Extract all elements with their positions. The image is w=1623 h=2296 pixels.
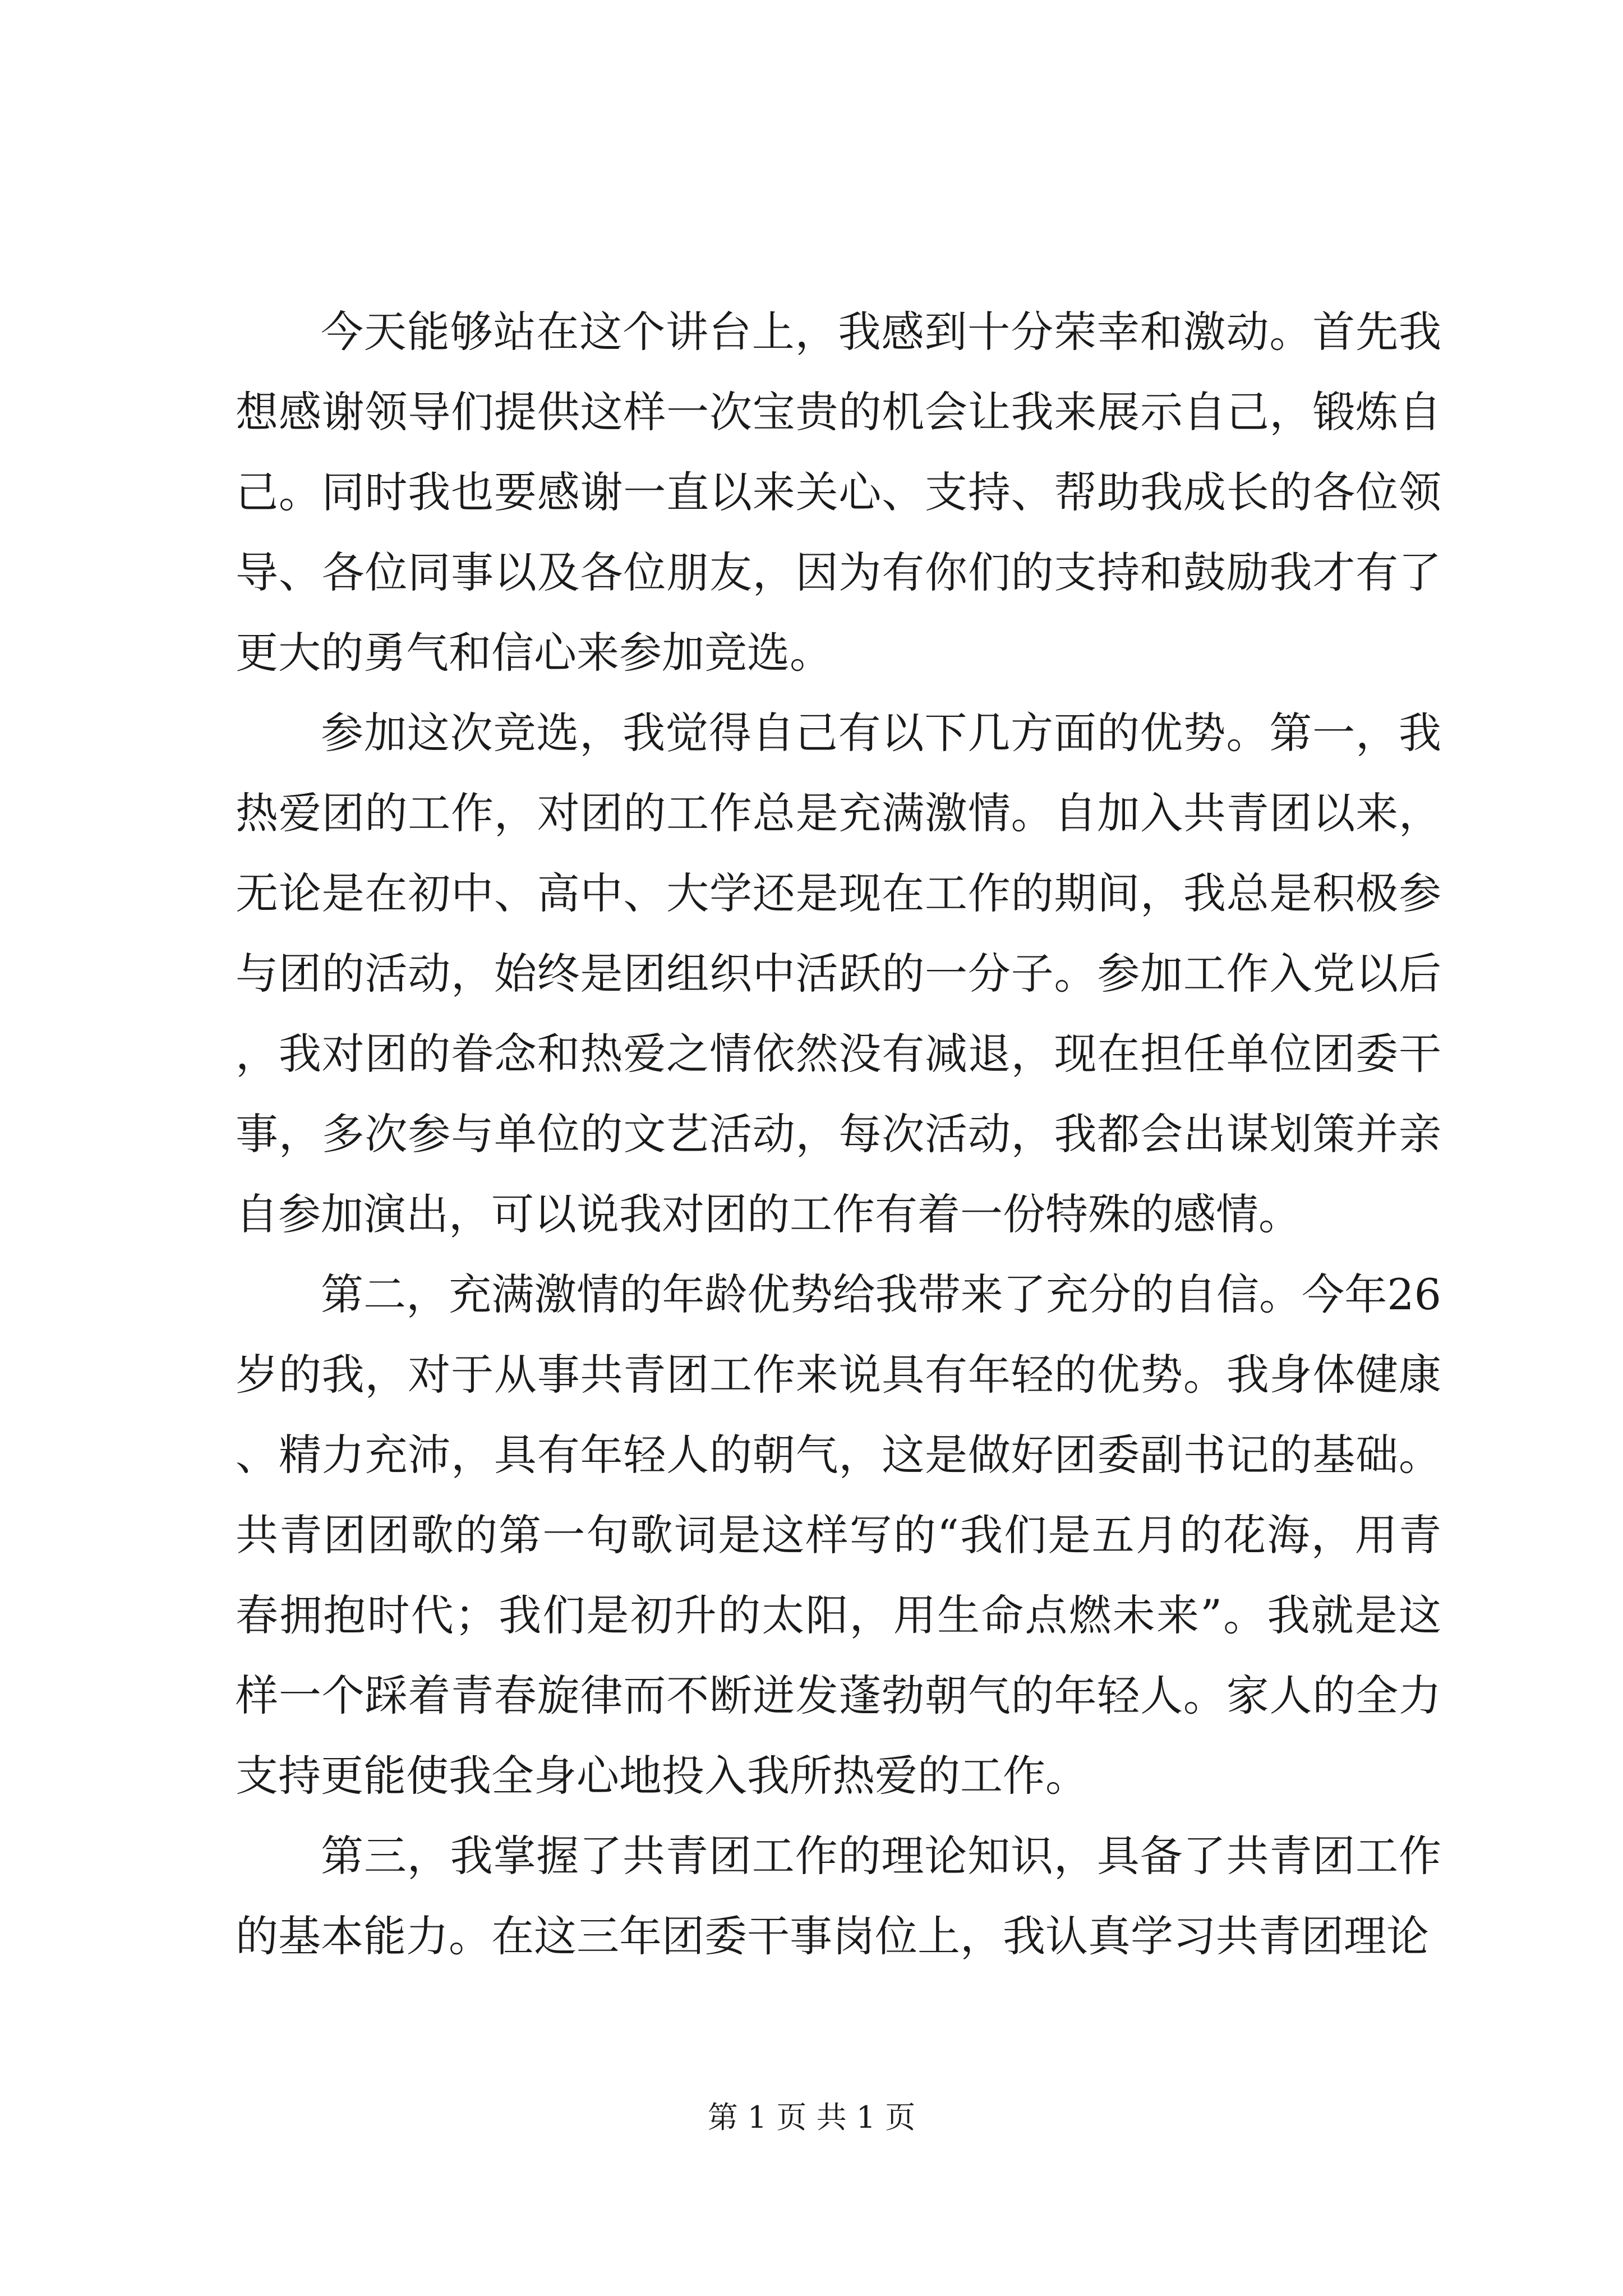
paragraph-2: 参加这次竞选，我觉得自己有以下几方面的优势。第一，我热爱团的工作，对团的工作总是充满激情。自加入共青团以来，无论是在初中、高中、大学还是现在工作的期间，我总是积极参与团的活动，始终是团组织中活跃的一分子。参加工作入党以后，我对团的眷念和热爱之情依然没有减退，现在担任单位团委干事，多次参与单位的文艺活动，每次活动，我都会出谋划策并亲自参加演出，可以说我对团的工作有着一份特殊的感情。	[236, 708, 1441, 1239]
paragraph-4: 第三，我掌握了共青团工作的理论知识，具备了共青团工作的基本能力。在这三年团委干事岗位上，我认真学习共青团理论	[236, 1831, 1441, 1961]
page-number-label: 第 1 页 共 1 页	[707, 2100, 916, 2135]
page-footer	[0, 2098, 1623, 2137]
paragraph-3: 第二，充满激情的年龄优势给我带来了充分的自信。今年26岁的我，对于从事共青团工作来说具有年轻的优势。我身体健康、精力充沛，具有年轻人的朝气，这是做好团委副书记的基础。共青团团歌的第一句歌词是这样写的“我们是五月的花海，用青春拥抱时代；我们是初升的太阳，用生命点燃未来”。我就是这样一个踩着青春旋律而不断迸发蓬勃朝气的年轻人。家人的全力支持更能使我全身心地投入我所热爱的工作。	[236, 1269, 1441, 1801]
document-body	[236, 292, 1441, 1976]
paragraph-1: 今天能够站在这个讲台上，我感到十分荣幸和激动。首先我想感谢领导们提供这样一次宝贵的机会让我来展示自己，锻炼自己。同时我也要感谢一直以来关心、支持、帮助我成长的各位领导、各位同事以及各位朋友，因为有你们的支持和鼓励我才有了更大的勇气和信心来参加竞选。	[236, 307, 1441, 678]
